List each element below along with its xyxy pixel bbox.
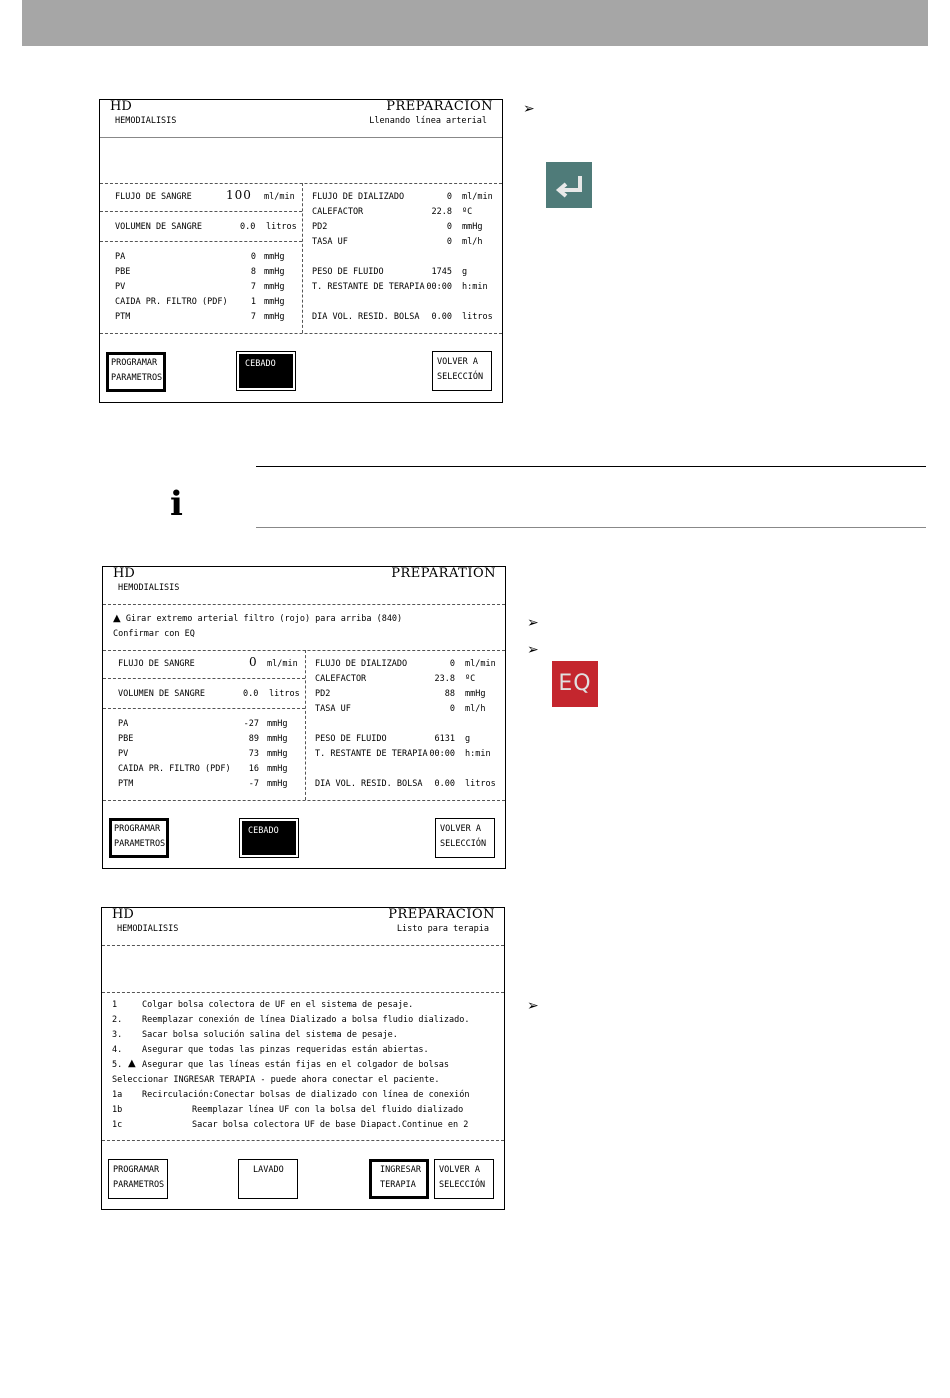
warning-icon: ▲ <box>128 1058 136 1069</box>
blood-volume-value: 0.0 <box>243 689 259 699</box>
button-label-line: SELECCIÓN <box>437 372 484 382</box>
pressure-unit: mmHg <box>264 252 285 262</box>
dialysate-param-label: FLUJO DE DIALIZADO <box>315 659 408 669</box>
divider <box>103 800 505 801</box>
mode-label: HD <box>113 566 135 581</box>
screen-title: PREPARACION <box>386 99 493 114</box>
pressure-unit: mmHg <box>264 267 285 277</box>
bullet-arrow: ➢ <box>523 101 535 117</box>
blood-volume-value: 0.0 <box>240 222 256 232</box>
pressure-unit: mmHg <box>267 734 288 744</box>
dialysate-param-label: TASA UF <box>312 237 348 247</box>
dialysate-param-value: 22.8 <box>431 207 452 217</box>
back-to-selection-button[interactable] <box>432 351 492 391</box>
fluid-param-label: DIA VOL. RESID. BOLSA <box>315 779 423 789</box>
divider <box>100 137 502 138</box>
fluid-param-unit: g <box>462 267 468 277</box>
warning-text: Girar extremo arterial filtro (rojo) para arriba (840) <box>125 614 403 624</box>
button-label: CEBADO <box>242 821 296 855</box>
fluid-param-value: 00:00 <box>429 749 455 759</box>
bullet-arrow: ➢ <box>527 998 539 1014</box>
priming-button[interactable] <box>236 351 296 391</box>
divider <box>102 992 504 993</box>
warning-icon: ▲ <box>113 613 121 624</box>
mode-label: HD <box>112 907 134 922</box>
button-label-line: PROGRAMAR <box>114 824 161 834</box>
button-label-line: PARAMETROS <box>114 839 166 849</box>
blood-flow-label: FLUJO DE SANGRE <box>115 192 192 202</box>
fluid-param-label: PESO DE FLUIDO <box>312 267 384 277</box>
pressure-unit: mmHg <box>267 779 288 789</box>
dialysate-param-label: CALEFACTOR <box>312 207 364 217</box>
fluid-param-unit: h:min <box>462 282 488 292</box>
dialysate-param-label: PD2 <box>315 689 331 699</box>
blood-flow-value: 100 <box>226 188 252 202</box>
pressure-label: PBE <box>118 734 134 744</box>
fluid-param-value: 1745 <box>431 267 452 277</box>
dialysate-param-label: CALEFACTOR <box>315 674 367 684</box>
pressure-value: 7 <box>250 282 256 292</box>
therapy-label: HEMODIALISIS <box>117 924 179 934</box>
pressure-unit: mmHg <box>267 719 288 729</box>
pressure-value: 0 <box>250 252 256 262</box>
pressure-unit: mmHg <box>264 282 285 292</box>
step-text: Recirculación:Conectar bolsas de dializado con línea de conexión <box>142 1090 470 1100</box>
step-text: Reemplazar conexión de línea Dializado a bolsa fludio dializado. <box>142 1015 470 1025</box>
dialysate-param-value: 0 <box>449 704 455 714</box>
dialysate-param-unit: ml/min <box>462 192 493 202</box>
machine-screen-2 <box>102 566 506 869</box>
pressure-value: -7 <box>248 779 259 789</box>
fluid-param-unit: g <box>465 734 471 744</box>
dialysate-param-unit: ml/min <box>465 659 496 669</box>
divider <box>103 708 305 709</box>
fluid-param-unit: litros <box>462 312 493 322</box>
pressure-label: PV <box>118 749 129 759</box>
info-icon: i <box>170 484 183 524</box>
program-parameters-button[interactable] <box>109 818 169 858</box>
status-label: Llenando línea arterial <box>369 116 487 126</box>
bullet-arrow: ➢ <box>527 615 539 631</box>
fluid-param-value: 0.00 <box>434 779 455 789</box>
button-label: LAVADO <box>253 1165 284 1175</box>
divider <box>100 211 302 212</box>
priming-button[interactable] <box>239 818 299 858</box>
step-text: Asegurar que las líneas están fijas en el colgador de bolsas <box>142 1060 450 1070</box>
pressure-value: 16 <box>248 764 259 774</box>
divider <box>302 183 303 333</box>
therapy-label: HEMODIALISIS <box>115 116 177 126</box>
fluid-param-label: T. RESTANTE DE TERAPIA <box>312 282 425 292</box>
dialysate-param-unit: ml/h <box>465 704 486 714</box>
dialysate-param-value: 23.8 <box>434 674 455 684</box>
divider <box>103 650 505 651</box>
program-parameters-button[interactable] <box>108 1159 168 1199</box>
dialysate-param-unit: ºC <box>465 674 476 684</box>
fluid-param-value: 6131 <box>434 734 455 744</box>
fluid-param-unit: litros <box>465 779 496 789</box>
divider <box>102 1140 504 1141</box>
eq-key-icon: EQ <box>552 661 598 707</box>
fluid-param-label: PESO DE FLUIDO <box>315 734 387 744</box>
pressure-label: CAIDA PR. FILTRO (PDF) <box>115 297 228 307</box>
pressure-value: 8 <box>250 267 256 277</box>
pressure-label: PTM <box>118 779 134 789</box>
blood-volume-label: VOLUMEN DE SANGRE <box>118 689 205 699</box>
button-label-line: VOLVER A <box>439 1165 480 1175</box>
machine-screen-1 <box>99 99 503 403</box>
fluid-param-label: T. RESTANTE DE TERAPIA <box>315 749 428 759</box>
blood-volume-label: VOLUMEN DE SANGRE <box>115 222 202 232</box>
step-text: Reemplazar línea UF con la bolsa del fluido dializado <box>192 1105 464 1115</box>
blood-flow-label: FLUJO DE SANGRE <box>118 659 195 669</box>
button-label-line: SELECCIÓN <box>440 839 487 849</box>
divider <box>100 241 302 242</box>
dialysate-param-value: 0 <box>449 659 455 669</box>
step-number: 1b <box>112 1105 123 1115</box>
divider <box>100 183 502 184</box>
button-label-line: VOLVER A <box>437 357 478 367</box>
status-label: Listo para terapia <box>396 924 489 934</box>
warning-message <box>113 613 402 624</box>
dialysate-param-label: TASA UF <box>315 704 351 714</box>
blood-volume-unit: litros <box>269 689 300 699</box>
step-text: Sacar bolsa colectora UF de base Diapact.Continue en 2 <box>192 1120 469 1130</box>
divider <box>103 678 305 679</box>
dialysate-param-value: 0 <box>446 222 452 232</box>
pressure-label: PA <box>118 719 129 729</box>
dialysate-param-label: PD2 <box>312 222 328 232</box>
fluid-param-value: 00:00 <box>426 282 452 292</box>
back-to-selection-button[interactable] <box>435 818 495 858</box>
top-header-bar <box>22 0 928 46</box>
divider <box>100 333 502 334</box>
note-top-rule <box>256 466 926 467</box>
button-label-line: INGRESAR <box>380 1165 421 1175</box>
blood-flow-value: 0 <box>249 655 258 669</box>
button-label-line: PROGRAMAR <box>111 358 158 368</box>
program-parameters-button[interactable] <box>106 352 166 392</box>
button-label-line: TERAPIA <box>380 1180 416 1190</box>
button-label-line: PROGRAMAR <box>113 1165 160 1175</box>
dialysate-param-label: FLUJO DE DIALIZADO <box>312 192 405 202</box>
confirm-message: Confirmar con EQ <box>113 629 195 639</box>
step-number: 1a <box>112 1090 123 1100</box>
pressure-label: PTM <box>115 312 131 322</box>
pressure-unit: mmHg <box>264 297 285 307</box>
dialysate-param-unit: ml/h <box>462 237 483 247</box>
step-number: 5. <box>112 1060 123 1070</box>
blood-volume-unit: litros <box>266 222 297 232</box>
step-number: 4. <box>112 1045 123 1055</box>
step-text: Sacar bolsa solución salina del sistema de pesaje. <box>142 1030 398 1040</box>
pressure-value: 1 <box>250 297 256 307</box>
note-bottom-rule <box>256 527 926 528</box>
pressure-label: PA <box>115 252 126 262</box>
blood-flow-unit: ml/min <box>267 659 298 669</box>
button-label-line: PARAMETROS <box>111 373 163 383</box>
bullet-arrow: ➢ <box>527 642 539 658</box>
pressure-unit: mmHg <box>267 749 288 759</box>
button-label-line: VOLVER A <box>440 824 481 834</box>
blood-flow-unit: ml/min <box>264 192 295 202</box>
therapy-label: HEMODIALISIS <box>118 583 180 593</box>
button-label-line: SELECCIÓN <box>439 1180 486 1190</box>
step-text: Colgar bolsa colectora de UF en el sistema de pesaje. <box>142 1000 414 1010</box>
button-label-line: PARAMETROS <box>113 1180 165 1190</box>
dialysate-param-unit: mmHg <box>462 222 483 232</box>
start-therapy-button[interactable] <box>369 1159 429 1199</box>
back-to-selection-button[interactable] <box>434 1159 494 1199</box>
pressure-value: 7 <box>250 312 256 322</box>
pressure-label: PBE <box>115 267 131 277</box>
fluid-param-value: 0.00 <box>431 312 452 322</box>
pressure-value: 73 <box>248 749 259 759</box>
pressure-value: -27 <box>243 719 259 729</box>
dialysate-param-value: 88 <box>444 689 455 699</box>
divider <box>103 604 505 605</box>
pressure-unit: mmHg <box>267 764 288 774</box>
pressure-label: PV <box>115 282 126 292</box>
mode-label: HD <box>110 99 132 114</box>
dialysate-param-value: 0 <box>446 237 452 247</box>
step-number: 1c <box>112 1120 123 1130</box>
fluid-param-unit: h:min <box>465 749 491 759</box>
dialysate-param-unit: ºC <box>462 207 473 217</box>
rinse-button[interactable] <box>238 1159 298 1199</box>
machine-screen-3 <box>101 907 505 1210</box>
step-text: Seleccionar INGRESAR TERAPIA - puede ahora conectar el paciente. <box>112 1075 440 1085</box>
step-number: 2. <box>112 1015 123 1025</box>
step-text: Asegurar que todas las pinzas requeridas están abiertas. <box>142 1045 429 1055</box>
step-number: 1 <box>112 1000 118 1010</box>
pressure-unit: mmHg <box>264 312 285 322</box>
divider <box>102 945 504 946</box>
screen-title: PREPARATION <box>391 566 496 581</box>
button-label: CEBADO <box>239 354 293 388</box>
screen-title: PREPARACION <box>388 907 495 922</box>
dialysate-param-value: 0 <box>446 192 452 202</box>
enter-key-icon <box>546 162 592 208</box>
step-number: 3. <box>112 1030 123 1040</box>
pressure-value: 89 <box>248 734 259 744</box>
pressure-label: CAIDA PR. FILTRO (PDF) <box>118 764 231 774</box>
divider <box>305 650 306 800</box>
dialysate-param-unit: mmHg <box>465 689 486 699</box>
fluid-param-label: DIA VOL. RESID. BOLSA <box>312 312 420 322</box>
